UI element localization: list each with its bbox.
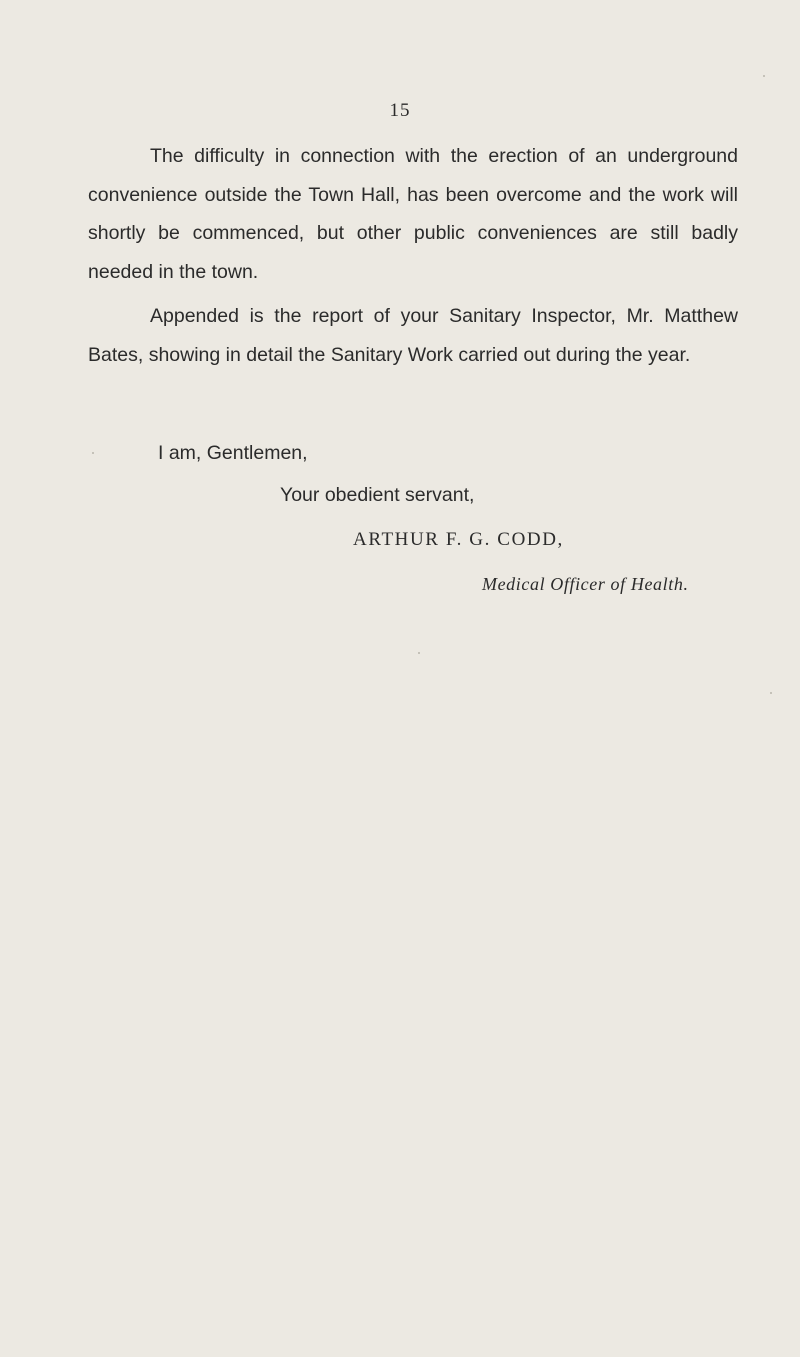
closing-salutation: I am, Gentlemen, <box>158 442 308 464</box>
paragraph-conveniences <box>88 137 738 291</box>
paper-speck <box>418 652 420 654</box>
paper-speck <box>763 75 765 77</box>
signatory-title: Medical Officer of Health. <box>482 574 689 594</box>
paragraph-text: The difficulty in connection with the erection of an underground convenience outside the Town Hall, has been overcome and the work will shortly be commenced, but other public conveniences are still badly needed in the town. <box>88 145 738 283</box>
signatory-name: ARTHUR F. G. CODD, <box>353 529 564 550</box>
paragraph-text: Appended is the report of your Sanitary Inspector, Mr. Matthew Bates, showing in detail the Sanitary Work carried out during the year. <box>88 305 738 366</box>
closing-valediction: Your obedient servant, <box>280 484 475 506</box>
paper-speck <box>770 692 772 694</box>
page-number: 15 <box>389 100 411 121</box>
paper-speck <box>92 452 94 454</box>
paragraph-sanitary-report <box>88 297 738 374</box>
